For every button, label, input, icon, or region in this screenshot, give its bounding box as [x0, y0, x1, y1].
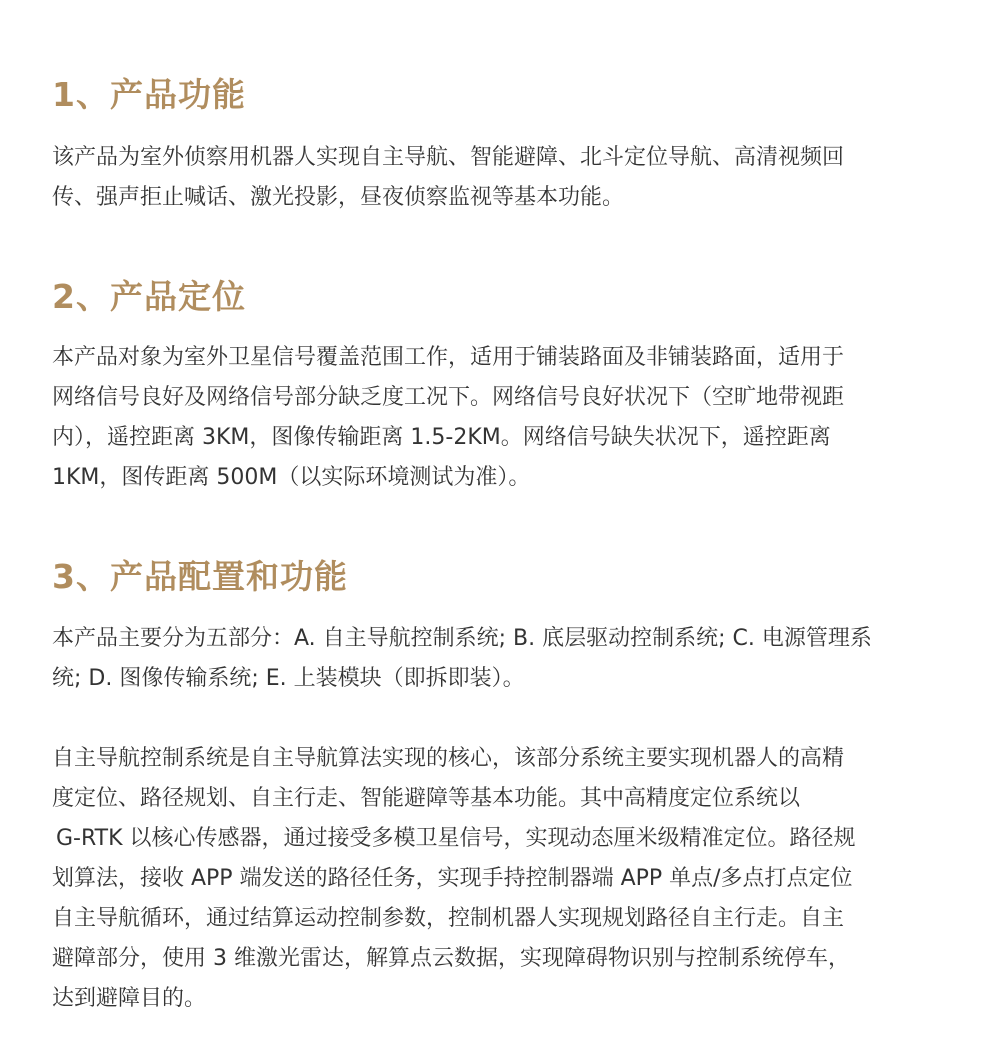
paragraph-line: 达到避障目的。: [52, 986, 207, 1011]
paragraph-line: 本产品主要分为五部分：A. 自主导航控制系统; B. 底层驱动控制系统; C. 电源管理系: [52, 626, 872, 651]
section-1-paragraph: [52, 138, 844, 218]
paragraph-line: 传、强声拒止喊话、激光投影，昼夜侦察监视等基本功能。: [52, 185, 625, 210]
section-2-heading: 2、产品定位: [52, 277, 246, 316]
paragraph-line: 自主导航循环，通过结算运动控制参数，控制机器人实现规划路径自主行走。自主: [52, 906, 845, 931]
section-3-paragraph-1: [52, 619, 872, 699]
paragraph-line: 统; D. 图像传输系统; E. 上装模块（即拆即装）。: [52, 666, 525, 691]
section-3-heading: 3、产品配置和功能: [52, 557, 348, 596]
paragraph-line: 度定位、路径规划、自主行走、智能避障等基本功能。其中高精度定位系统以: [52, 786, 801, 811]
section-3-paragraph-2: [52, 739, 856, 1019]
paragraph-line: 划算法，接收 APP 端发送的路径任务，实现手持控制器端 APP 单点/多点打点定位: [52, 866, 853, 891]
paragraph-line: G-RTK 以核心传感器，通过接受多模卫星信号，实现动态厘米级精准定位。路径规: [56, 826, 856, 851]
section-1-heading: 1、产品功能: [52, 75, 246, 114]
paragraph-line: 避障部分，使用 3 维激光雷达，解算点云数据，实现障碍物识别与控制系统停车，: [52, 946, 850, 971]
section-2-paragraph: [52, 338, 844, 498]
paragraph-line: 1KM，图传距离 500M（以实际环境测试为准）。: [52, 465, 531, 490]
paragraph-line: 该产品为室外侦察用机器人实现自主导航、智能避障、北斗定位导航、高清视频回: [52, 145, 845, 170]
paragraph-line: 自主导航控制系统是自主导航算法实现的核心，该部分系统主要实现机器人的高精: [52, 746, 845, 771]
paragraph-line: 内），遥控距离 3KM，图像传输距离 1.5-2KM。网络信号缺失状况下，遥控距离: [52, 425, 831, 450]
paragraph-line: 网络信号良好及网络信号部分缺乏度工况下。网络信号良好状况下（空旷地带视距: [52, 385, 845, 410]
paragraph-line: 本产品对象为室外卫星信号覆盖范围工作，适用于铺装路面及非铺装路面，适用于: [52, 345, 845, 370]
